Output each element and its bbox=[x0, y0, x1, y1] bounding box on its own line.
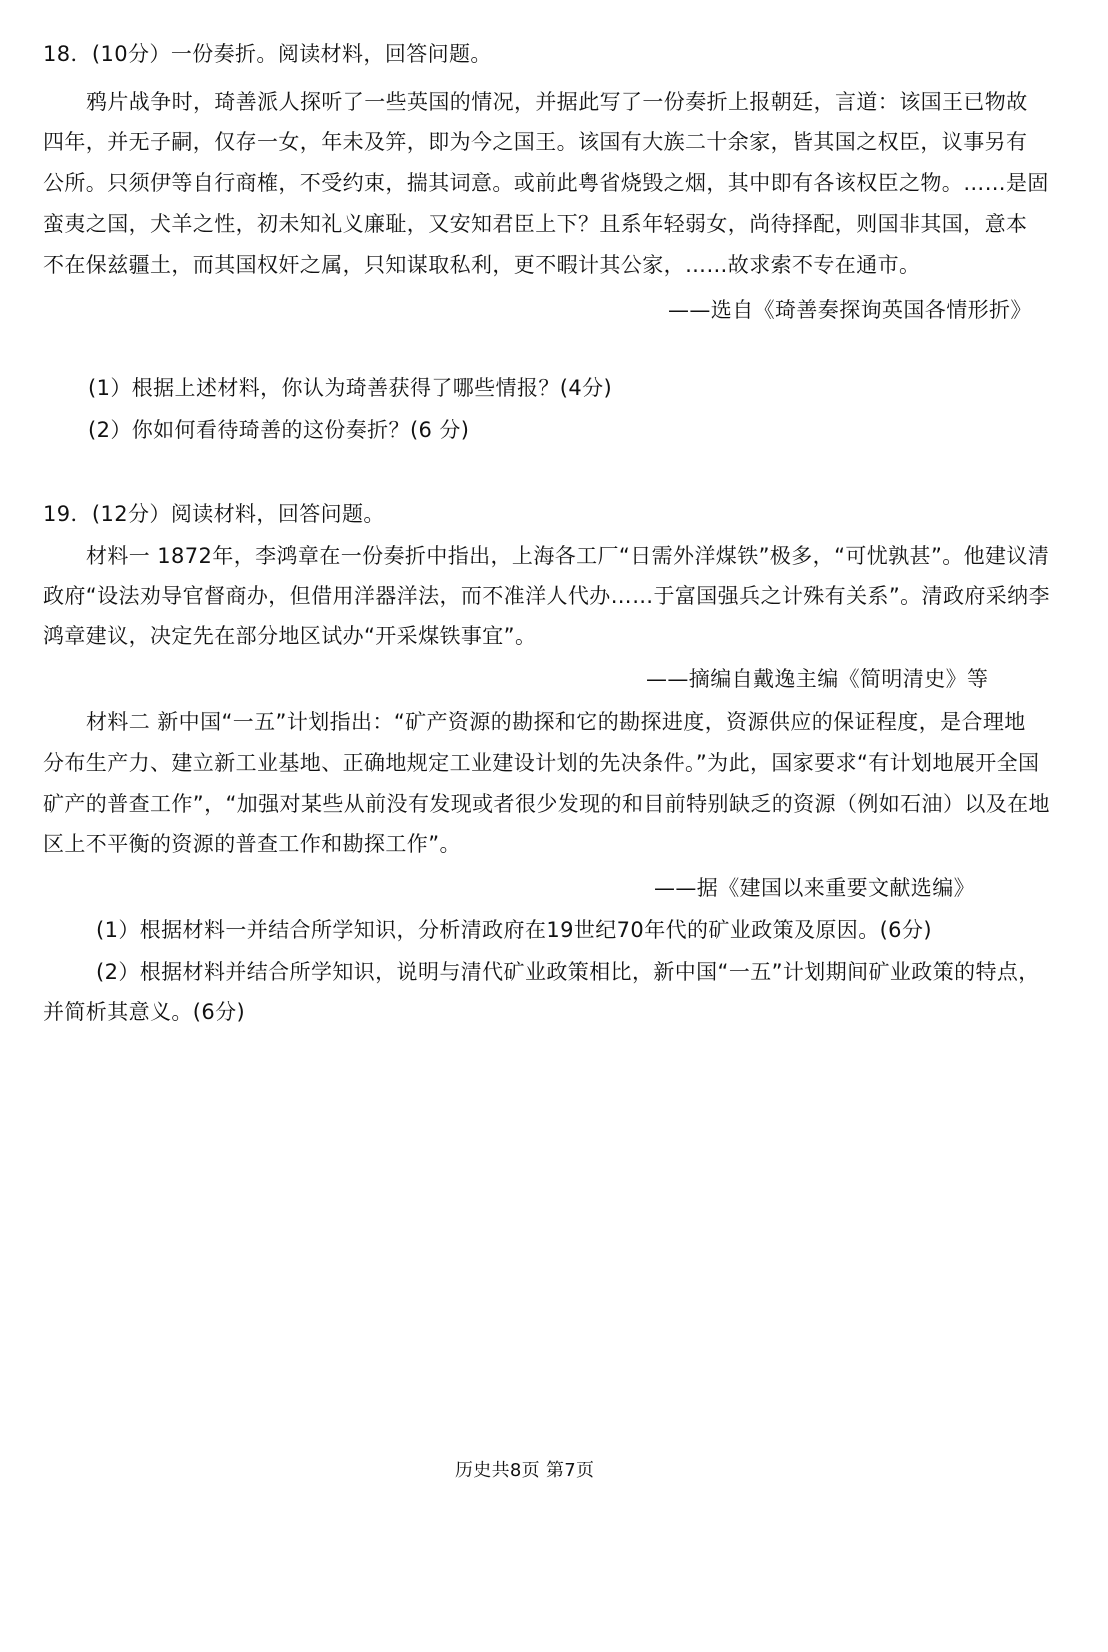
q19-material2-line-3: 矿产的普查工作”，“加强对某些从前没有发现或者很少发现的和目前特别缺乏的资源（例如石油）以及在地 bbox=[43, 792, 1050, 816]
q18-header: 18．(10分）一份奏折。阅读材料，回答问题。 bbox=[43, 42, 492, 66]
q19-subquestion-1: (1）根据材料一并结合所学知识，分析清政府在19世纪70年代的矿业政策及原因。(6分) bbox=[96, 918, 932, 942]
q18-subquestion-1: (1）根据上述材料，你认为琦善获得了哪些情报？(4分) bbox=[88, 376, 613, 400]
q18-para-line-5: 不在保兹疆土，而其国权奸之属，只知谋取私利，更不暇计其公家，……故求索不专在通市。 bbox=[43, 253, 921, 277]
page-footer: 历史共8页 第7页 bbox=[455, 1460, 595, 1481]
q19-material1-line-1: 材料一 1872年，李鸿章在一份奏折中指出，上海各工厂“日需外洋煤铁”极多，“可忧孰甚”。他建议清 bbox=[86, 544, 1050, 568]
q19-material2-line-1: 材料二 新中国“一五”计划指出：“矿产资源的勘探和它的勘探进度，资源供应的保证程度，是合理地 bbox=[86, 710, 1026, 734]
q19-material1-source: ——摘编自戴逸主编《简明清史》等 bbox=[646, 667, 989, 691]
q19-material2-source: ——据《建国以来重要文献选编》 bbox=[654, 876, 975, 900]
q18-para-line-3: 公所。只须伊等自行商榷，不受约束，揣其词意。或前此粤省烧毁之烟，其中即有各该权臣之物。……是固 bbox=[43, 171, 1049, 195]
q19-header: 19．(12分）阅读材料，回答问题。 bbox=[43, 502, 385, 526]
q19-subquestion-2-line-2: 并简析其意义。(6分) bbox=[43, 1000, 246, 1024]
q19-material2-line-4: 区上不平衡的资源的普查工作和勘探工作”。 bbox=[43, 832, 461, 856]
q18-para-line-1: 鸦片战争时，琦善派人探听了一些英国的情况，并据此写了一份奏折上报朝廷，言道：该国王已物故 bbox=[86, 90, 1028, 114]
q18-source: ——选自《琦善奏探询英国各情形折》 bbox=[668, 298, 1032, 322]
q18-para-line-4: 蛮夷之国，犬羊之性，初未知礼义廉耻，又安知君臣上下？且系年轻弱女，尚待择配，则国非其国，意本 bbox=[43, 212, 1028, 236]
q18-para-line-2: 四年，并无子嗣，仅存一女，年未及笄，即为今之国王。该国有大族二十余家，皆其国之权臣，议事另有 bbox=[43, 130, 1028, 154]
q19-subquestion-2-line-1: (2）根据材料并结合所学知识，说明与清代矿业政策相比，新中国“一五”计划期间矿业政策的特点， bbox=[96, 960, 1040, 984]
q18-subquestion-2: (2）你如何看待琦善的这份奏折？(6 分) bbox=[88, 418, 470, 442]
q19-material2-line-2: 分布生产力、建立新工业基地、正确地规定工业建设计划的先决条件。”为此，国家要求“有计划地展开全国 bbox=[43, 751, 1040, 775]
q19-material1-line-3: 鸿章建议，决定先在部分地区试办“开采煤铁事宜”。 bbox=[43, 624, 537, 648]
q19-material1-line-2: 政府“设法劝导官督商办，但借用洋器洋法，而不准洋人代办……于富国强兵之计殊有关系”。清政府采纳李 bbox=[43, 584, 1050, 608]
